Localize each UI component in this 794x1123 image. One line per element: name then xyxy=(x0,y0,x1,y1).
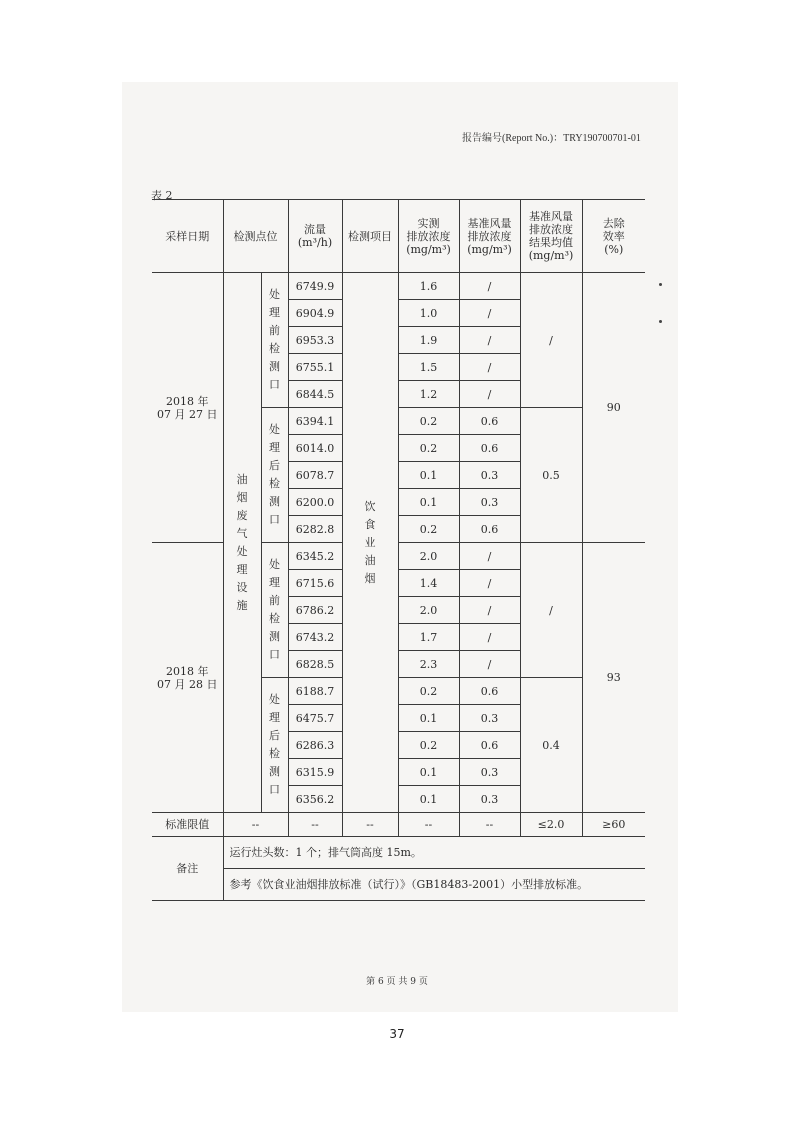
col-test-point: 检测点位 xyxy=(223,200,288,273)
page-number: 37 xyxy=(389,1027,405,1041)
measured-conc-cell: 0.1 xyxy=(398,462,459,489)
baseline-mean-cell: / xyxy=(520,273,582,408)
flow-cell: 6743.2 xyxy=(288,624,342,651)
measured-conc-cell: 0.2 xyxy=(398,435,459,462)
baseline-conc-cell: 0.6 xyxy=(459,516,520,543)
baseline-conc-cell: / xyxy=(459,624,520,651)
test-point-cell-text: 处理后检测口 xyxy=(269,693,280,796)
test-point-cell xyxy=(261,543,288,678)
col-measured-conc: 实测 排放浓度 (mg/m³) xyxy=(398,200,459,273)
flow-cell: 6828.5 xyxy=(288,651,342,678)
removal-efficiency-cell: 93 xyxy=(582,543,645,813)
flow-cell: 6282.8 xyxy=(288,516,342,543)
flow-cell: 6356.2 xyxy=(288,786,342,813)
flow-cell: 6286.3 xyxy=(288,732,342,759)
flow-cell: 6715.6 xyxy=(288,570,342,597)
sampling-date-cell: 2018 年 07 月 27 日 xyxy=(152,273,223,543)
col-test-item: 检测项目 xyxy=(342,200,398,273)
baseline-conc-cell: 0.3 xyxy=(459,759,520,786)
standard-limit-value: ≥60 xyxy=(582,813,645,837)
baseline-conc-cell: / xyxy=(459,570,520,597)
baseline-conc-cell: / xyxy=(459,354,520,381)
flow-cell: 6844.5 xyxy=(288,381,342,408)
measured-conc-cell: 0.1 xyxy=(398,786,459,813)
flow-cell: 6345.2 xyxy=(288,543,342,570)
standard-limit-value: -- xyxy=(223,813,288,837)
emission-table xyxy=(152,199,645,901)
col-sampling-date: 采样日期 xyxy=(152,200,223,273)
measured-conc-cell: 0.1 xyxy=(398,759,459,786)
header-row xyxy=(152,200,645,273)
baseline-mean-cell: 0.5 xyxy=(520,408,582,543)
test-point-cell-text: 处理前检测口 xyxy=(269,558,280,661)
baseline-conc-cell: 0.3 xyxy=(459,462,520,489)
remarks-label: 备注 xyxy=(152,837,223,901)
col-baseline-mean: 基准风量 排放浓度 结果均值 (mg/m³) xyxy=(520,200,582,273)
facility-cell xyxy=(223,273,261,813)
baseline-conc-cell: 0.6 xyxy=(459,732,520,759)
measured-conc-cell: 1.6 xyxy=(398,273,459,300)
baseline-conc-cell: 0.3 xyxy=(459,705,520,732)
baseline-conc-cell: / xyxy=(459,381,520,408)
baseline-conc-cell: 0.6 xyxy=(459,678,520,705)
measured-conc-cell: 1.2 xyxy=(398,381,459,408)
flow-cell: 6315.9 xyxy=(288,759,342,786)
baseline-conc-cell: / xyxy=(459,273,520,300)
flow-cell: 6749.9 xyxy=(288,273,342,300)
measured-conc-cell: 0.1 xyxy=(398,489,459,516)
flow-cell: 6953.3 xyxy=(288,327,342,354)
sampling-date-cell: 2018 年 07 月 28 日 xyxy=(152,543,223,813)
measured-conc-cell: 0.2 xyxy=(398,408,459,435)
baseline-conc-cell: / xyxy=(459,651,520,678)
test-point-cell xyxy=(261,408,288,543)
flow-cell: 6394.1 xyxy=(288,408,342,435)
remarks-text: 运行灶头数：1 个；排气筒高度 15m。 xyxy=(223,837,645,869)
scan-speck xyxy=(659,283,662,286)
facility-cell-text: 油烟废气处理设施 xyxy=(236,472,248,612)
report-number: 报告编号(Report No.)：TRY190700701-01 xyxy=(462,133,641,144)
col-removal-efficiency: 去除 效率 (%) xyxy=(582,200,645,273)
test-point-cell xyxy=(261,678,288,813)
flow-cell: 6475.7 xyxy=(288,705,342,732)
col-baseline-conc: 基准风量 排放浓度 (mg/m³) xyxy=(459,200,520,273)
measured-conc-cell: 1.0 xyxy=(398,300,459,327)
scan-speck xyxy=(659,320,662,323)
measured-conc-cell: 0.2 xyxy=(398,678,459,705)
test-item-cell-text: 饮食业油烟 xyxy=(364,499,376,585)
baseline-conc-cell: / xyxy=(459,543,520,570)
standard-limit-label: 标准限值 xyxy=(152,813,223,837)
flow-cell: 6904.9 xyxy=(288,300,342,327)
table-row xyxy=(152,273,645,300)
standard-limit-value: -- xyxy=(398,813,459,837)
standard-limit-row xyxy=(152,813,645,837)
flow-cell: 6200.0 xyxy=(288,489,342,516)
flow-cell: 6786.2 xyxy=(288,597,342,624)
baseline-mean-cell: / xyxy=(520,543,582,678)
standard-limit-value: -- xyxy=(342,813,398,837)
measured-conc-cell: 1.5 xyxy=(398,354,459,381)
baseline-conc-cell: 0.6 xyxy=(459,408,520,435)
baseline-conc-cell: / xyxy=(459,300,520,327)
baseline-conc-cell: 0.3 xyxy=(459,786,520,813)
standard-limit-value: ≤2.0 xyxy=(520,813,582,837)
flow-cell: 6188.7 xyxy=(288,678,342,705)
removal-efficiency-cell: 90 xyxy=(582,273,645,543)
flow-cell: 6755.1 xyxy=(288,354,342,381)
remarks-row xyxy=(152,869,645,901)
measured-conc-cell: 0.2 xyxy=(398,516,459,543)
measured-conc-cell: 1.9 xyxy=(398,327,459,354)
baseline-conc-cell: 0.6 xyxy=(459,435,520,462)
measured-conc-cell: 1.7 xyxy=(398,624,459,651)
baseline-conc-cell: / xyxy=(459,597,520,624)
test-point-cell-text: 处理前检测口 xyxy=(269,288,280,391)
measured-conc-cell: 0.2 xyxy=(398,732,459,759)
measured-conc-cell: 2.3 xyxy=(398,651,459,678)
measured-conc-cell: 2.0 xyxy=(398,597,459,624)
baseline-conc-cell: 0.3 xyxy=(459,489,520,516)
measured-conc-cell: 1.4 xyxy=(398,570,459,597)
test-point-cell-text: 处理后检测口 xyxy=(269,423,280,526)
baseline-mean-cell: 0.4 xyxy=(520,678,582,813)
measured-conc-cell: 2.0 xyxy=(398,543,459,570)
measured-conc-cell: 0.1 xyxy=(398,705,459,732)
standard-limit-value: -- xyxy=(459,813,520,837)
flow-cell: 6078.7 xyxy=(288,462,342,489)
test-item-cell xyxy=(342,273,398,813)
test-point-cell xyxy=(261,273,288,408)
remarks-text: 参考《饮食业油烟排放标准（试行）》（GB18483-2001）小型排放标准。 xyxy=(223,869,645,901)
baseline-conc-cell: / xyxy=(459,327,520,354)
table-label: 表 2 xyxy=(151,189,173,202)
remarks-row xyxy=(152,837,645,869)
col-flow: 流量 (m³/h) xyxy=(288,200,342,273)
standard-limit-value: -- xyxy=(288,813,342,837)
page-info: 第 6 页 共 9 页 xyxy=(366,977,428,987)
flow-cell: 6014.0 xyxy=(288,435,342,462)
